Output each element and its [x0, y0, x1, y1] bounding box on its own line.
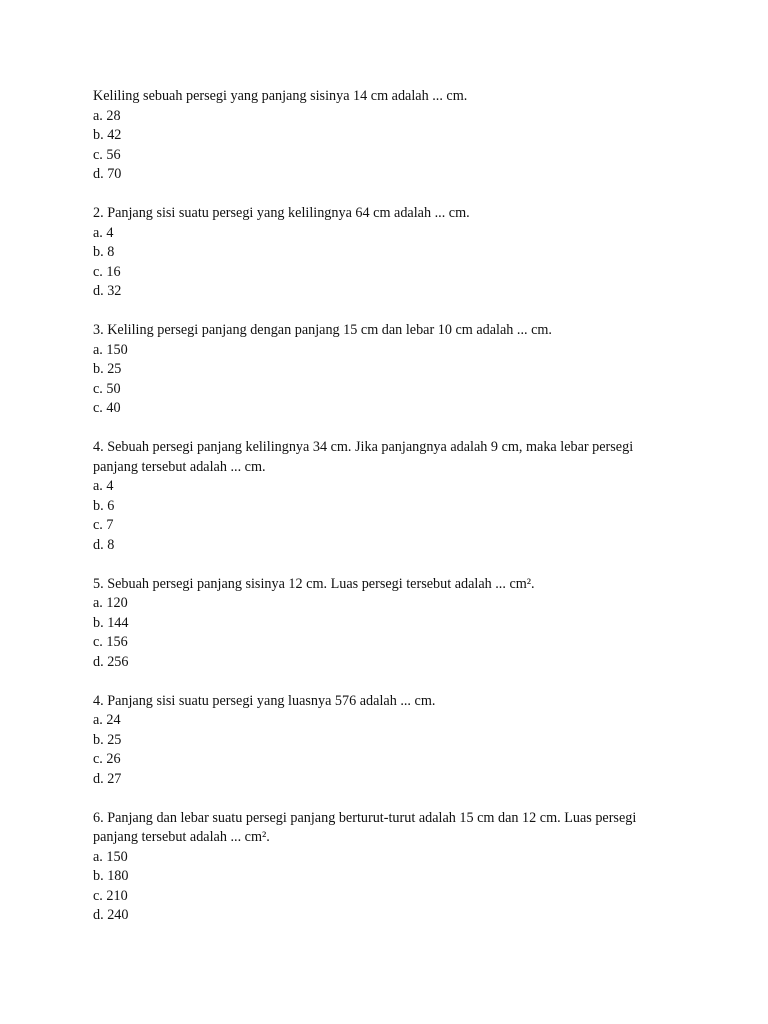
option-a: a. 150 — [93, 848, 128, 865]
option-list — [93, 848, 653, 926]
option-d: c. 40 — [93, 400, 121, 416]
option-d: d. 256 — [93, 653, 129, 670]
option-c: c. 56 — [93, 146, 121, 163]
question-2 — [93, 204, 653, 302]
option-a: a. 4 — [93, 224, 114, 241]
option-b: b. 8 — [93, 244, 115, 260]
option-c: c. 50 — [93, 380, 121, 397]
question-text: 4. Panjang sisi suatu persegi yang luasnya 576 adalah ... cm. — [93, 692, 436, 709]
question-7 — [93, 809, 653, 926]
option-d: d. 240 — [93, 907, 129, 923]
option-list — [93, 341, 653, 419]
option-c: c. 210 — [93, 887, 128, 904]
option-b: b. 180 — [93, 868, 129, 884]
question-6 — [93, 692, 653, 790]
option-d: d. 32 — [93, 283, 122, 299]
question-4 — [93, 438, 653, 555]
option-a: a. 4 — [93, 478, 114, 494]
option-a: a. 28 — [93, 107, 121, 124]
question-text: Keliling sebuah persegi yang panjang sisinya 14 cm adalah ... cm. — [93, 88, 468, 104]
option-b: b. 25 — [93, 361, 122, 377]
option-list — [93, 224, 653, 302]
question-3 — [93, 321, 653, 419]
option-list — [93, 477, 653, 555]
question-text: 5. Sebuah persegi panjang sisinya 12 cm. Luas persegi tersebut adalah ... cm². — [93, 575, 535, 592]
question-text: 3. Keliling persegi panjang dengan panjang 15 cm dan lebar 10 cm adalah ... cm. — [93, 322, 552, 338]
option-c: c. 16 — [93, 263, 121, 280]
option-b: b. 25 — [93, 731, 122, 748]
option-c: c. 156 — [93, 634, 128, 650]
option-list — [93, 594, 653, 672]
option-a: a. 24 — [93, 712, 121, 728]
question-5 — [93, 575, 653, 673]
question-1 — [93, 87, 653, 185]
question-text: 6. Panjang dan lebar suatu persegi panjang berturut-turut adalah 15 cm dan 12 cm. Luas persegi panjang tersebut adalah ... cm². — [93, 809, 637, 845]
option-b: b. 6 — [93, 497, 115, 514]
option-list — [93, 107, 653, 185]
option-d: d. 27 — [93, 770, 122, 787]
document-page — [93, 87, 653, 945]
option-d: d. 8 — [93, 536, 115, 553]
option-d: d. 70 — [93, 166, 122, 182]
option-c: c. 7 — [93, 517, 114, 533]
question-text: 4. Sebuah persegi panjang kelilingnya 34 cm. Jika panjangnya adalah 9 cm, maka lebar persegi panjang tersebut adalah ... cm. — [93, 439, 634, 475]
option-b: b. 144 — [93, 614, 129, 631]
option-b: b. 42 — [93, 127, 122, 143]
option-c: c. 26 — [93, 751, 121, 767]
option-a: a. 150 — [93, 341, 128, 358]
option-a: a. 120 — [93, 595, 128, 611]
option-list — [93, 711, 653, 789]
question-text: 2. Panjang sisi suatu persegi yang kelilingnya 64 cm adalah ... cm. — [93, 205, 470, 221]
